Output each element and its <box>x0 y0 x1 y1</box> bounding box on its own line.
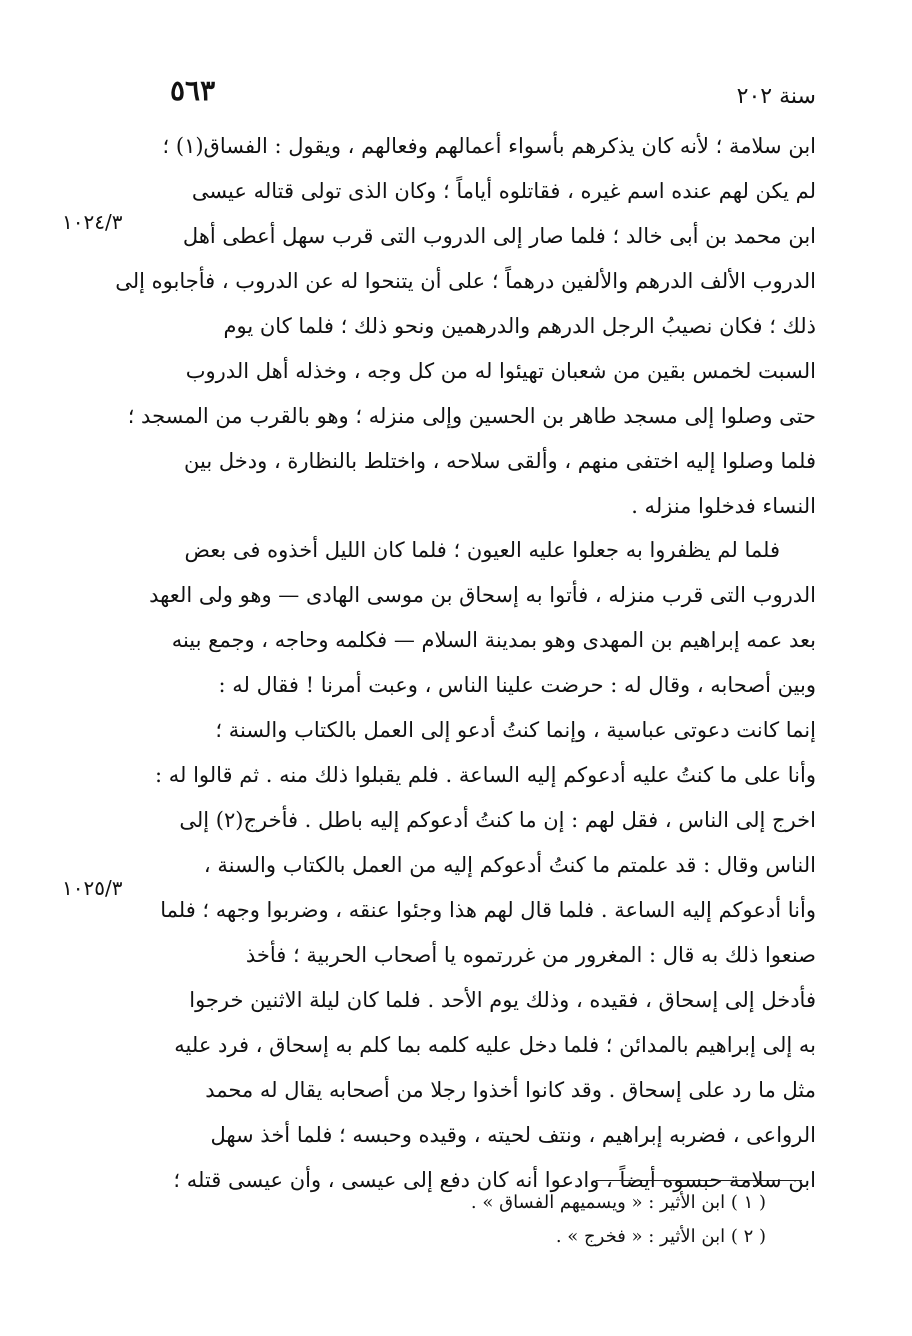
text-line: الدروب الألف الدرهم والألفين درهماً ؛ على أن يتنحوا له عن الدروب ، فأجابوه إلى <box>115 269 816 293</box>
text-line: الرواعى ، فضربه إبراهيم ، ونتف لحيته ، وقيده وحبسه ؛ فلما أخذ سهل <box>210 1123 816 1147</box>
paragraph-2 <box>149 528 816 1203</box>
text-line: ابن محمد بن أبى خالد ؛ فلما صار إلى الدروب التى قرب سهل أعطى أهل <box>182 224 816 248</box>
running-header-year: سنة ٢٠٢ <box>736 84 816 109</box>
text-line: وبين أصحابه ، وقال له : حرضت علينا الناس ، وعبت أمرنا ! فقال له : <box>218 673 816 697</box>
text-line: ابن سلامة حبسوه أيضاً ، وادعوا أنه كان دفع إلى عيسى ، وأن عيسى قتله ؛ <box>173 1168 816 1192</box>
text-line: بعد عمه إبراهيم بن المهدى وهو بمدينة السلام — فكلمه وحاجه ، وجمع بينه <box>171 628 816 652</box>
footnotes <box>346 1186 766 1254</box>
text-line: إنما كانت دعوتى عباسية ، وإنما كنتُ أدعو إلى العمل بالكتاب والسنة ؛ <box>215 718 816 742</box>
text-line: اخرج إلى الناس ، فقل لهم : إن ما كنتُ أدعوكم إليه باطل . فأخرج(٢) إلى <box>179 808 816 832</box>
text-line: ابن سلامة ؛ لأنه كان يذكرهم بأسواء أعمالهم وفعالهم ، ويقول : الفساق(١) ؛ <box>162 134 816 158</box>
text-line: النساء فدخلوا منزله . <box>631 494 816 518</box>
text-line: ذلك ؛ فكان نصيبُ الرجل الدرهم والدرهمين ونحو ذلك ؛ فلما كان يوم <box>223 314 816 338</box>
footnote-divider <box>596 1180 802 1181</box>
page-number: ٥٦٣ <box>170 74 216 107</box>
text-line: الناس وقال : قد علمتم ما كنتُ أدعوكم إليه من العمل بالكتاب والسنة ، <box>203 853 816 877</box>
text-line: صنعوا ذلك به قال : المغرور من غررتموه يا أصحاب الحربية ؛ فأخذ <box>245 943 816 967</box>
text-line: حتى وصلوا إلى مسجد طاهر بن الحسين وإلى منزله ؛ وهو بالقرب من المسجد ؛ <box>127 404 816 428</box>
text-line: فأدخل إلى إسحاق ، فقيده ، وذلك يوم الأحد . فلما كان ليلة الاثنين خرجوا <box>189 988 816 1012</box>
text-line: به إلى إبراهيم بالمدائن ؛ فلما دخل عليه كلمه بما كلم به إسحاق ، فرد عليه <box>174 1033 816 1057</box>
paragraph-1 <box>115 124 816 529</box>
text-line: السبت لخمس بقين من شعبان تهيئوا له من كل وجه ، وخذله أهل الدروب <box>185 359 816 383</box>
text-line: فلما لم يظفروا به جعلوا عليه العيون ؛ فلما كان الليل أخذوه فى بعض <box>184 538 780 562</box>
text-line: لم يكن لهم عنده اسم غيره ، فقاتلوه أياماً ؛ وكان الذى تولى قتاله عيسى <box>191 179 816 203</box>
text-line: وأنا على ما كنتُ عليه أدعوكم إليه الساعة . فلم يقبلوا ذلك منه . ثم قالوا له : <box>154 763 816 787</box>
margin-reference: ١٠٢٤/٣ <box>62 210 123 234</box>
footnote: ( ١ ) ابن الأثير : « ويسميهم الفساق » . <box>470 1192 766 1213</box>
text-line: الدروب التى قرب منزله ، فأتوا به إسحاق بن موسى الهادى — وهو ولى العهد <box>149 583 816 607</box>
text-line: مثل ما رد على إسحاق . وقد كانوا أخذوا رجلا من أصحابه يقال له محمد <box>205 1078 816 1102</box>
margin-reference: ١٠٢٥/٣ <box>62 876 123 900</box>
text-line: وأنا أدعوكم إليه الساعة . فلما قال لهم هذا وجئوا عنقه ، وضربوا وجهه ؛ فلما <box>160 898 816 922</box>
text-line: فلما وصلوا إليه اختفى منهم ، وألقى سلاحه ، واختلط بالنظارة ، ودخل بين <box>184 449 816 473</box>
footnote: ( ٢ ) ابن الأثير : « فخرج » . <box>555 1226 766 1247</box>
